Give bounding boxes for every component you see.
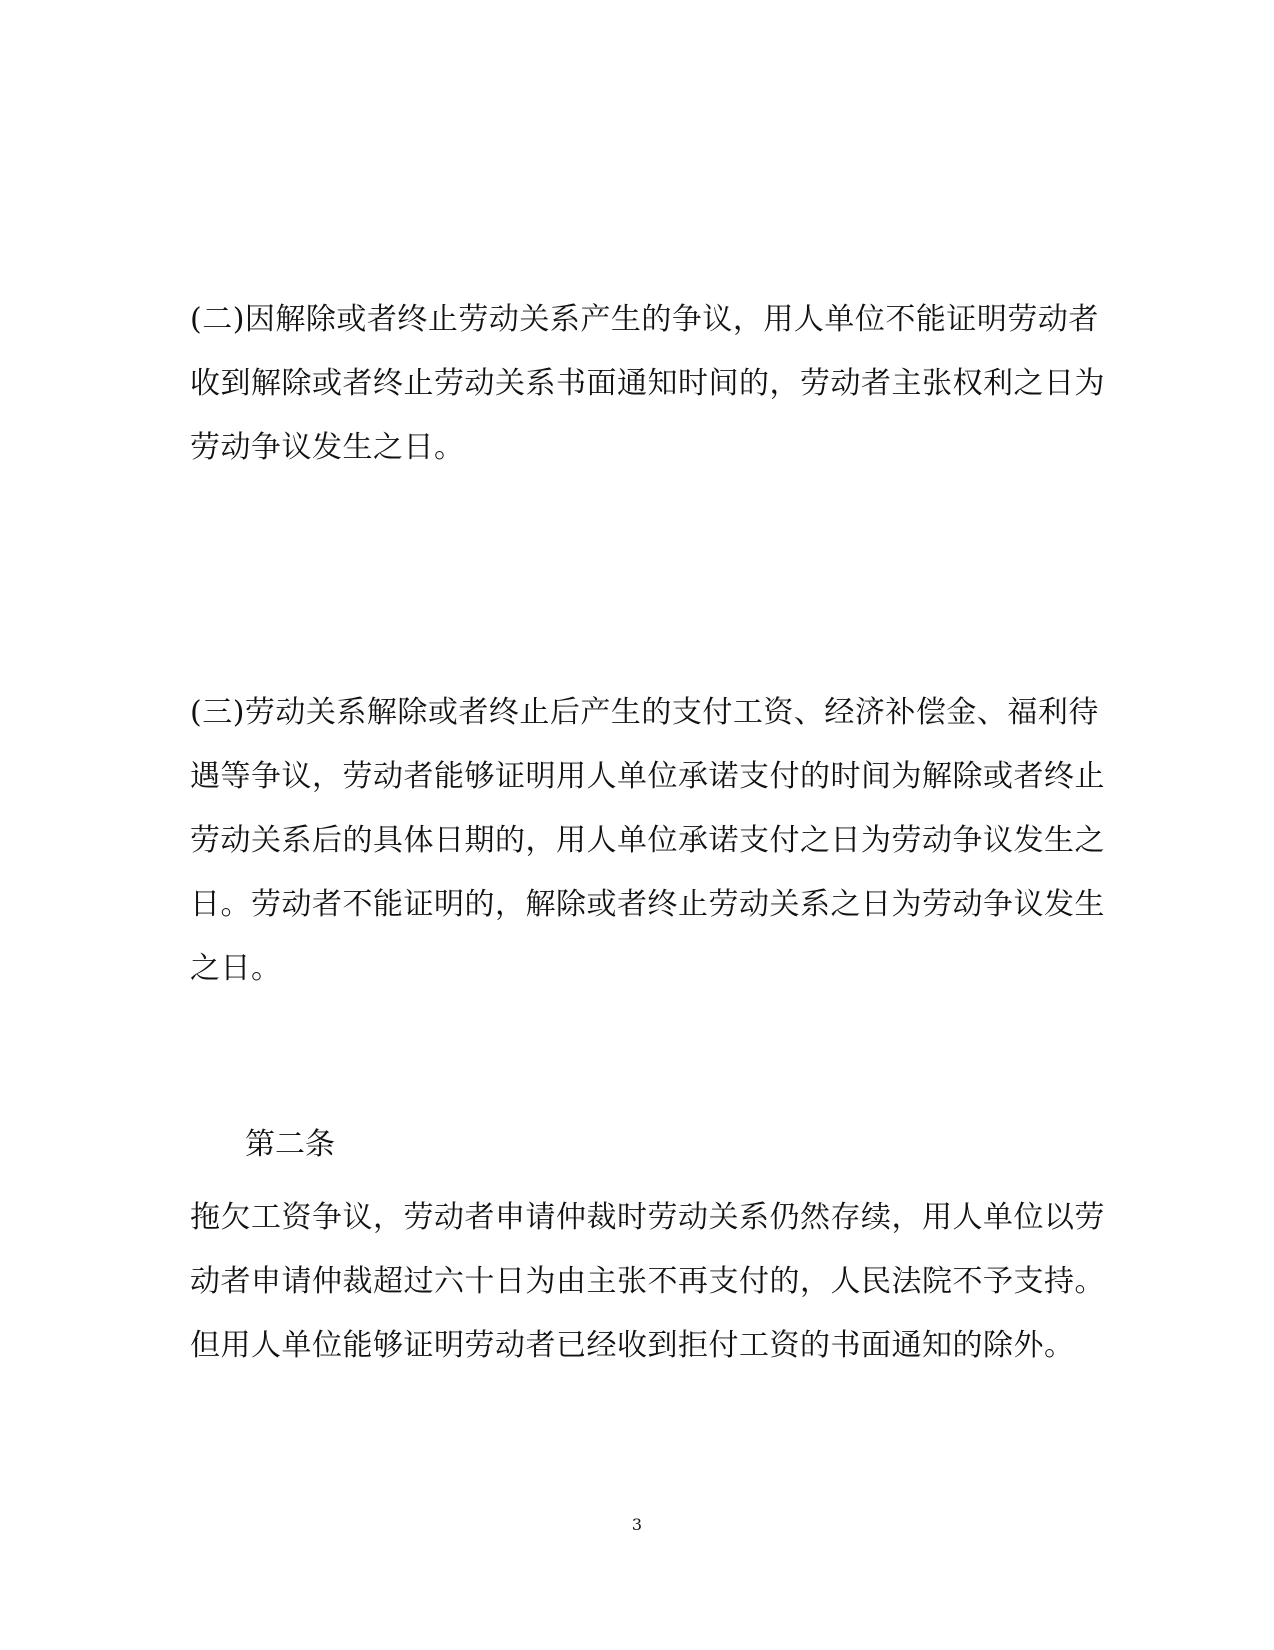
- paragraph-item-3: [190, 681, 1105, 1001]
- article-heading: 第二条: [245, 1127, 335, 1162]
- paragraph-line: 收到解除或者终止劳动关系书面通知时间的，劳动者主张权利之日为: [190, 366, 1105, 401]
- paragraph-line: 日。劳动者不能证明的，解除或者终止劳动关系之日为劳动争议发生: [190, 887, 1105, 922]
- article-line: 拖欠工资争议，劳动者申请仲裁时劳动关系仍然存续，用人单位以劳: [190, 1200, 1105, 1235]
- article-body: [190, 1186, 1105, 1378]
- paragraph-line: (二)因解除或者终止劳动关系产生的争议，用人单位不能证明劳动者: [190, 302, 1099, 337]
- paragraph-item-2: [190, 288, 1105, 480]
- article-line: 动者申请仲裁超过六十日为由主张不再支付的，人民法院不予支持。: [190, 1264, 1105, 1299]
- article-line: 但用人单位能够证明劳动者已经收到拒付工资的书面通知的除外。: [190, 1328, 1075, 1363]
- paragraph-line: 之日。: [190, 951, 282, 986]
- paragraph-line: (三)劳动关系解除或者终止后产生的支付工资、经济补偿金、福利待: [190, 695, 1099, 730]
- paragraph-line: 劳动关系后的具体日期的，用人单位承诺支付之日为劳动争议发生之: [190, 823, 1105, 858]
- paragraph-line: 遇等争议，劳动者能够证明用人单位承诺支付的时间为解除或者终止: [190, 759, 1105, 794]
- page-number: 3: [631, 1515, 643, 1534]
- paragraph-line: 劳动争议发生之日。: [190, 430, 465, 465]
